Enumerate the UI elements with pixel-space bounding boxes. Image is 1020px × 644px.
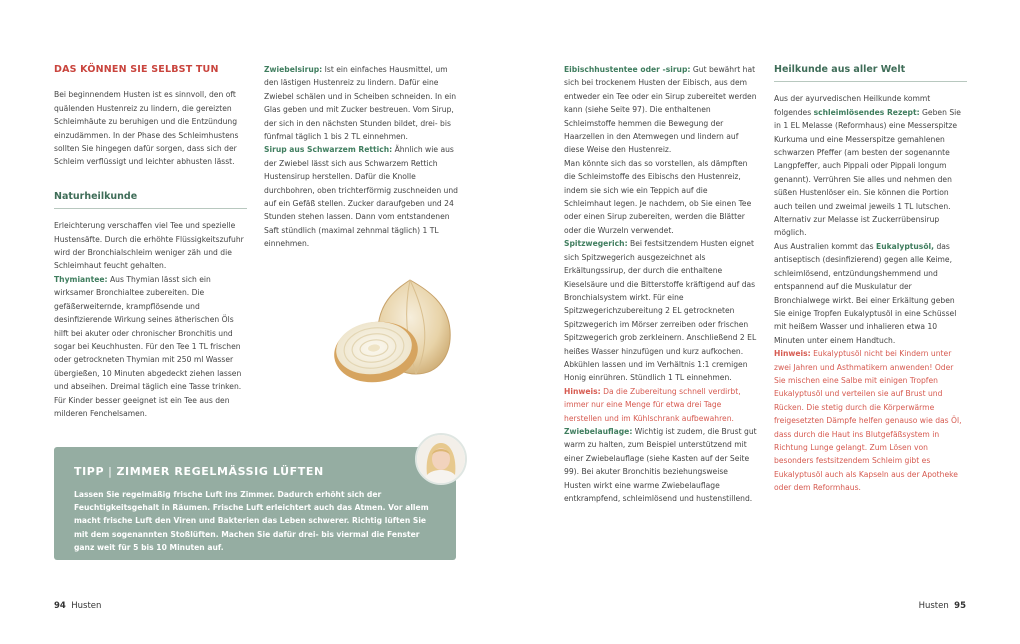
page-number: 95 — [954, 601, 966, 611]
eibisch-paragraph-2: Man könnte sich das so vorstellen, als dämpften die Schleimstoffe des Eibischs den Hustenreiz, indem sie sich wie ein Teppich auf die Schleimhaut legen. Je nachdem, ob Sie einen Tee oder einen Sirup zubereiten, werden die Blätter oder die Wurzeln verwendet. — [564, 158, 752, 235]
hinweis-text: Eukalyptusöl nicht bei Kindern unter zwei Jahren und Asthmatikern anwenden! Oder Sie mischen eine Salbe mit einigen Tropfen Eukalyptusöl und verteilen sie auf Brust und Rücken. Die stetig durch die Körperwärme freigesetzten Dämpfe helfen genauso wie das Öl, dass durch die Haut ins Blutgefäßsystem in Richtung Lunge gelangt. Zum Lösen von besonders festsitzendem Schleim gibt es Eukalyptusöl auch als Kapseln aus der Apotheke oder dem Reformhaus. — [774, 349, 962, 493]
zwiebelauflage-paragraph — [564, 425, 757, 505]
thymian-paragraph — [54, 273, 247, 420]
tip-title — [74, 465, 436, 478]
rettich-paragraph — [264, 143, 458, 250]
term-label: schleimlösendes Rezept: — [813, 107, 920, 117]
term-label: Zwiebelauflage: — [564, 426, 633, 436]
section-name: Husten — [71, 601, 102, 611]
tip-separator: | — [108, 465, 113, 478]
term-label: Eukalyptusöl, — [876, 241, 935, 251]
text-run: das antiseptisch (desinfizierend) gegen alle Keime, schleimlösend, entzündungshemmend und entspannend auf die Muskulatur der Bronchialwege wirkt. Bei einer Erkältung geben Sie einige Tropfen Eukalyptusöl in eine Schüssel mit heißem Wasser und inhalieren etwa 10 Minuten unter einem Handtuch. — [774, 241, 957, 345]
page-number: 94 — [54, 601, 66, 611]
hinweis-paragraph — [774, 347, 967, 494]
hinweis-label: Hinweis: — [774, 349, 811, 359]
term-text: Wichtig ist zudem, die Brust gut warm zu halten, zum Beispiel unterstützend mit einer Zwiebelauflage (siehe Kasten auf der Seite 99). Bei akuter Bronchitis beziehungsweise Husten wirkt eine warme Zwiebelauflage entkrampfend, schleimlösend und hustenstillend. — [564, 426, 757, 503]
right-column-2 — [774, 63, 967, 495]
term-text: Aus Thymian lässt sich ein wirksamer Bronchialtee zubereiten. Die gefäßerweiternde, krampflösende und desinfizierende Wirkung seines ätherischen Öls hilft bei akuter oder chronischer Bronchitis und sogar bei Keuchhusten. Für den Tee 1 TL frischen oder getrockneten Thymian mit 250 ml Wasser übergießen, 10 Minuten abgedeckt ziehen lassen und abseihen. Dreimal täglich eine Tasse trinken. Für Kinder besser geeignet ist ein Tee aus den milderen Fenchelsamen. — [54, 274, 242, 418]
left-column-1 — [54, 63, 247, 420]
term-label: Sirup aus Schwarzem Rettich: — [264, 145, 393, 155]
zwiebelsirup-paragraph — [264, 63, 458, 143]
subheading-naturheilkunde: Naturheilkunde — [54, 190, 138, 202]
tip-text: Lassen Sie regelmäßig frische Luft ins Zimmer. Dadurch erhöht sich der Feuchtigkeitsgehalt in Räumen. Frische Luft erleichtert auch das Atmen. Vor allem macht frische Luft den Viren und Bakterien das Leben schwerer. Richtig lüften Sie mit dem sogenannten Stoßlüften. Machen Sie dafür drei- bis viermal die Fenster ganz weit für 5 bis 10 Minuten auf. — [74, 490, 429, 552]
tip-label: TIPP — [74, 465, 105, 478]
hinweis-paragraph — [564, 385, 757, 425]
heading-heilkunde: Heilkunde aus aller Welt — [774, 64, 906, 75]
term-text: Gut bewährt hat sich bei trockenem Husten der Eibisch, aus dem entweder ein Tee oder ein Sirup zubereitet werden kann (siehe Seite 97). Die enthaltenen Schleimstoffe hemmen die Bewegung der Haarzellen in den Atemwegen und lindern auf diese Weise den Hustenreiz. — [564, 65, 757, 155]
term-label: Thymiantee: — [54, 274, 108, 284]
eibisch-paragraph — [564, 63, 757, 157]
section-name: Husten — [918, 601, 949, 611]
text-run: Aus der ayurvedischen Heilkunde kommt folgendes — [774, 94, 931, 117]
author-portrait-icon — [417, 435, 465, 483]
author-avatar — [415, 433, 467, 485]
text-run: Geben Sie in 1 EL Melasse (Reformhaus) eine Messerspitze Kurkuma und eine Messerspitze gemahlenen schwarzen Pfeffer (am besten der sogenannte Langpfeffer, auch Pippali oder Pippali longum genannt). Verrühren Sie alles und nehmen den süßen Hustenlöser ein. Sie können die Portion auch teilen und zweimal jeweils 1 TL lutschen. Alternativ zur Melasse ist Zuckerrübensirup möglich. — [774, 107, 961, 238]
right-column-1 — [564, 63, 757, 505]
right-footer — [919, 601, 966, 611]
term-text: Ist ein einfaches Hausmittel, um den lästigen Hustenreiz zu lindern. Dafür eine Zwiebel schälen und in Scheiben schneiden. In ein Glas geben und mit Zucker bestreuen. Vom Sirup, der sich in den nächsten Stunden bildet, drei- bis fünfmal täglich 1 bis 2 TL einnehmen. — [264, 65, 457, 142]
paragraph: Erleichterung verschaffen viel Tee und spezielle Hustensäfte. Durch die erhöhte Flüssigkeitszufuhr wird der Bronchialschleim weniger zäh und die Schleimhaut feucht gehalten. — [54, 221, 244, 271]
tip-heading: ZIMMER REGELMÄSSIG LÜFTEN — [116, 465, 324, 478]
left-column-2 — [264, 63, 458, 251]
hinweis-text: Da die Zubereitung schnell verdirbt, immer nur eine Menge für etwa drei Tage herstellen und im Kühlschrank aufbewahren. — [564, 386, 741, 423]
term-text: Ähnlich wie aus der Zwiebel lässt sich aus Schwarzem Rettich Hustensirup herstellen. Dafür die Knolle durchbohren, oben trichterförmig zuschneiden und auf ein Gefäß stellen. Zucker daraufgeben und 24 Stunden stehen lassen. Dann vom entstandenen Saft stündlich (maximal zehnmal täglich) 1 TL einnehmen. — [264, 145, 459, 249]
term-text: Bei festsitzendem Husten eignet sich Spitzwegerich ausgezeichnet als Erkältungssirup, der durch die enthaltene Kieselsäure und die Bitterstoffe kräftigend auf das Bronchialsystem wirkt. Für eine Spitzwegerichzubereitung 2 EL getrockneten Spitzwegerich im Mörser zerreiben oder frischen Spitzwegerich grob zerkleinern. Anschließend 2 EL heißes Wasser hinzufügen und kurz aufkochen. Abkühlen lassen und im Verhältnis 1:1 cremigen Honig einrühren. Stündlich 1 TL einnehmen. — [564, 239, 757, 383]
section-heading: DAS KÖNNEN SIE SELBST TUN — [54, 64, 219, 75]
spitzwegerich-paragraph — [564, 237, 757, 384]
hinweis-label: Hinweis: — [564, 386, 601, 396]
onion-image — [328, 270, 458, 395]
term-label: Eibischhustentee oder -sirup: — [564, 65, 691, 74]
eukalyptus-paragraph — [774, 240, 967, 347]
left-footer — [54, 601, 101, 611]
ayurveda-paragraph — [774, 92, 967, 239]
term-label: Spitzwegerich: — [564, 239, 628, 249]
text-run: Aus Australien kommt das — [774, 241, 877, 251]
tip-box — [54, 447, 456, 560]
intro-paragraph: Bei beginnendem Husten ist es sinnvoll, den oft quälenden Hustenreiz zu lindern, die gereizten Schleimhäute zu beruhigen und die Entzündung einzudämmen. In der Phase des Schleimhustens sollten Sie hingegen dafür sorgen, dass sich der Schleim verflüssigt und leichter abhusten lässt. — [54, 90, 239, 167]
term-label: Zwiebelsirup: — [264, 65, 323, 74]
